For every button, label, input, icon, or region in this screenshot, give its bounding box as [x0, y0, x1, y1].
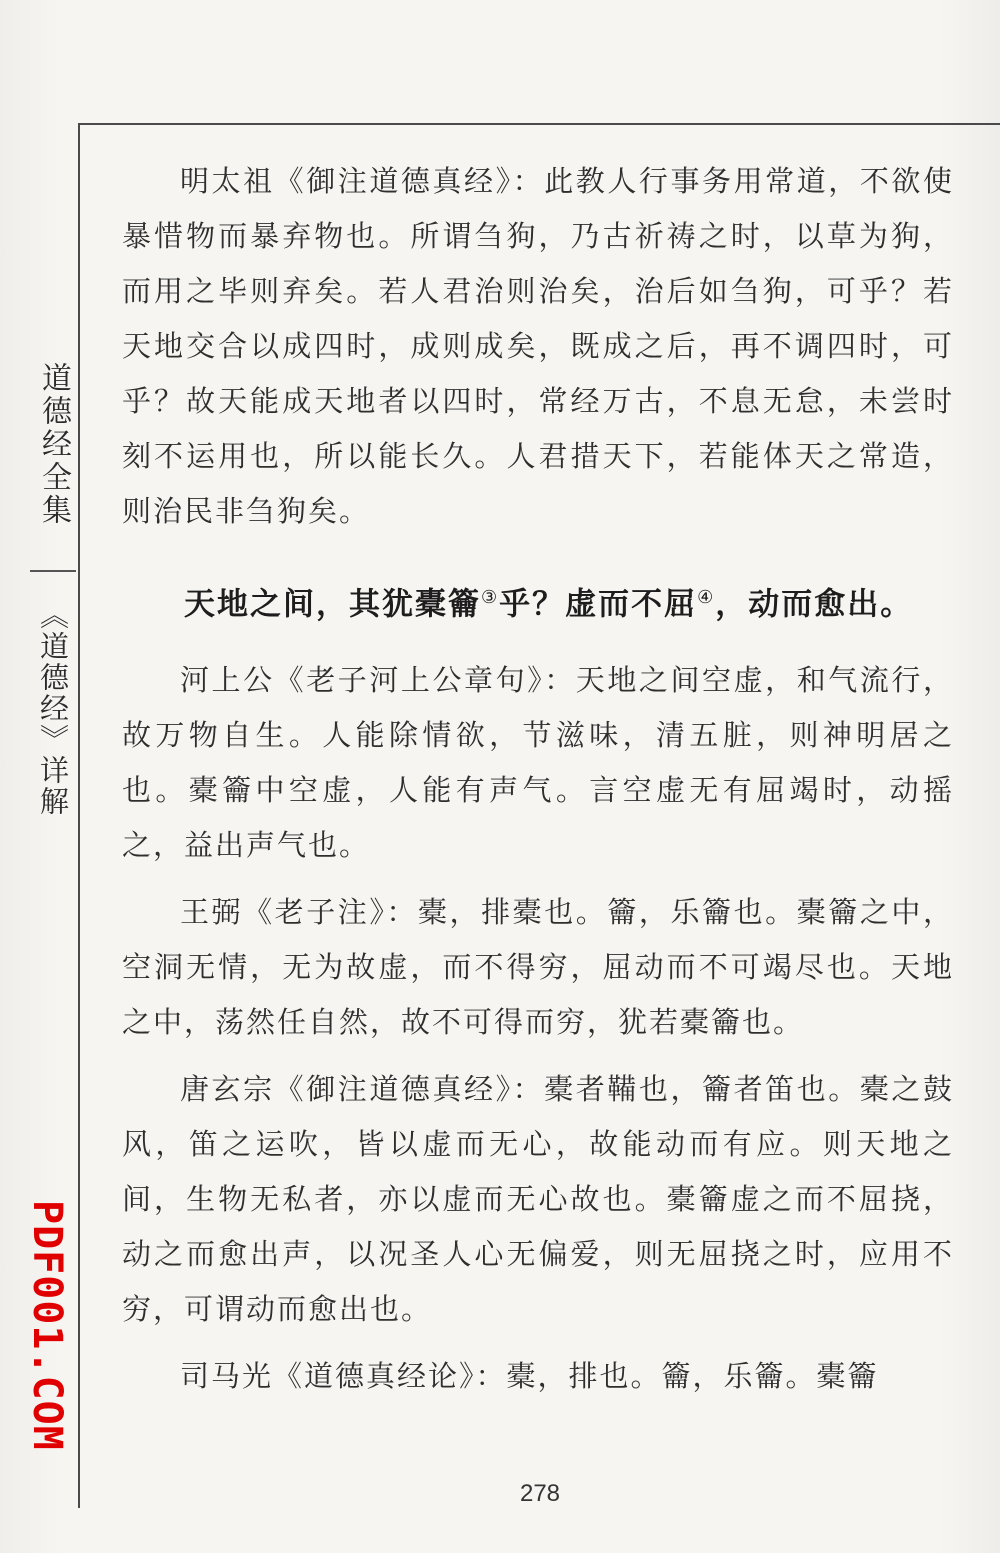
watermark-logo: PDF001.COM — [24, 1200, 70, 1451]
sidebar-subtitle: 《道德经》详解 — [36, 600, 70, 817]
paragraph-wang-bi: 王弼《老子注》：橐，排橐也。籥，乐籥也。橐籥之中，空洞无情，无为故虚，而不得穷，屈动而不可竭尽也。天地之中，荡然任自然，故不可得而穷，犹若橐籥也。 — [122, 895, 954, 1040]
paragraph-ming-taizu: 明太祖《御注道德真经》：此教人行事务用常道，不欲使暴惜物而暴弃物也。所谓刍狗，乃古祈祷之时，以草为狗，而用之毕则弃矣。若人君治则治矣，治后如刍狗，可乎？若天地交合以成四时，成则成矣，既成之后，再不调四时，可乎？故天能成天地者以四时，常经万古，不息无怠，未尝时刻不运用也，所以能长久。人君措天下，若能体天之常造，则治民非刍狗矣。 — [122, 164, 954, 528]
footnote-marker-4: ④ — [697, 587, 716, 608]
sidebar-divider — [30, 570, 76, 572]
footnote-marker-3: ③ — [481, 587, 500, 608]
page-number: 278 — [519, 1480, 561, 1507]
heading-part-3: ，动而愈出。 — [715, 586, 914, 623]
paragraph-tang-xuanzong: 唐玄宗《御注道德真经》：橐者鞴也，籥者笛也。橐之鼓风，笛之运吹，皆以虚而无心，故能动而有应。则天地之间，生物无私者，亦以虚而无心故也。橐籥虚之而不屈挠，动之而愈出声，以况圣人心无偏爱，则无屈挠之时，应用不穷，可谓动而愈出也。 — [122, 1072, 954, 1327]
sidebar-book-title: 道德经全集 — [36, 362, 71, 527]
classic-text-heading — [122, 569, 954, 633]
frame-left-rule — [78, 123, 80, 1508]
paragraph-sima-guang: 司马光《道德真经论》：橐，排也。籥，乐籥。橐籥 — [180, 1359, 879, 1394]
paragraph-heshang-gong: 河上公《老子河上公章句》：天地之间空虚，和气流行，故万物自生。人能除情欲，节滋味，清五脏，则神明居之也。橐籥中空虚，人能有声气。言空虚无有屈竭时，动摇之，益出声气也。 — [122, 663, 954, 863]
heading-part-1: 天地之间，其犹橐籥 — [184, 586, 481, 623]
main-text — [122, 154, 954, 1416]
frame-top-rule — [78, 123, 1000, 125]
heading-part-2: 乎？虚而不屈 — [499, 586, 698, 623]
